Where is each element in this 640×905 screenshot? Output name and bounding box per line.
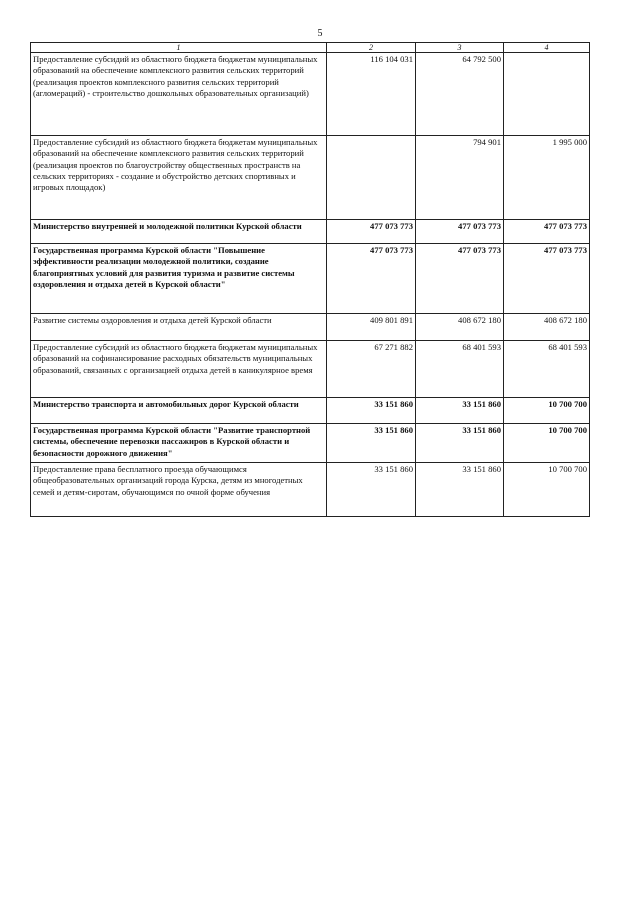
row-value-4: 68 401 593 [504,341,590,398]
row-value-2 [327,136,416,220]
row-name: Предоставление права бесплатного проезда обучающимся общеобразовательных организаций города Курска, детям из многодетных семей и детям-сиротам, обучающимся по очной форме обучения [31,463,327,517]
page-number: 5 [317,28,323,39]
row-value-2: 33 151 860 [327,424,416,463]
row-value-4: 408 672 180 [504,314,590,341]
row-value-3: 33 151 860 [416,463,504,517]
row-value-4: 477 073 773 [504,244,590,314]
table-row [31,244,590,314]
row-value-2: 67 271 882 [327,341,416,398]
row-value-4 [504,53,590,136]
row-value-3: 64 792 500 [416,53,504,136]
row-value-4: 477 073 773 [504,220,590,244]
table-row [31,314,590,341]
table-row [31,53,590,136]
row-value-4: 10 700 700 [504,424,590,463]
row-name: Предоставление субсидий из областного бюджета бюджетам муниципальных образований на обеспечение комплексного развития сельских территорий (реализация проектов по благоустройству общественных пространств на сельских территориях - создание и обустройство детских спортивных и игровых площадок) [31,136,327,220]
row-name: Министерство транспорта и автомобильных дорог Курской области [31,398,327,424]
row-value-2: 477 073 773 [327,244,416,314]
column-header-3: 3 [416,43,504,53]
row-value-2: 409 801 891 [327,314,416,341]
table-row [31,463,590,517]
column-header-1: 1 [31,43,327,53]
row-value-3: 408 672 180 [416,314,504,341]
table-row [31,424,590,463]
row-name: Предоставление субсидий из областного бюджета бюджетам муниципальных образований на софинансирование расходных обязательств муниципальных образований, связанных с организацией отдыха детей в каникулярное время [31,341,327,398]
row-value-3: 477 073 773 [416,244,504,314]
row-value-2: 33 151 860 [327,398,416,424]
column-header-2: 2 [327,43,416,53]
table-row [31,341,590,398]
table-header-row [31,43,590,53]
row-value-4: 1 995 000 [504,136,590,220]
row-name: Государственная программа Курской области "Повышение эффективности реализации молодежной политики, создание благоприятных условий для развития туризма и развитие системы оздоровления и отдыха детей в Курской области" [31,244,327,314]
row-value-3: 33 151 860 [416,398,504,424]
row-value-2: 477 073 773 [327,220,416,244]
row-value-3: 68 401 593 [416,341,504,398]
column-header-4: 4 [504,43,590,53]
budget-table [30,42,590,517]
table-row [31,136,590,220]
row-name: Государственная программа Курской области "Развитие транспортной системы, обеспечение перевозки пассажиров в Курской области и безопасности дорожного движения" [31,424,327,463]
table-row [31,220,590,244]
row-name: Министерство внутренней и молодежной политики Курской области [31,220,327,244]
row-value-4: 10 700 700 [504,463,590,517]
row-value-4: 10 700 700 [504,398,590,424]
row-value-3: 794 901 [416,136,504,220]
row-name: Развитие системы оздоровления и отдыха детей Курской области [31,314,327,341]
table-row [31,398,590,424]
row-value-2: 33 151 860 [327,463,416,517]
row-name: Предоставление субсидий из областного бюджета бюджетам муниципальных образований на обеспечение комплексного развития сельских территорий (реализация проектов комплексного развития сельских территорий (агломераций) - строительство дошкольных образовательных организаций) [31,53,327,136]
row-value-2: 116 104 031 [327,53,416,136]
row-value-3: 477 073 773 [416,220,504,244]
row-value-3: 33 151 860 [416,424,504,463]
